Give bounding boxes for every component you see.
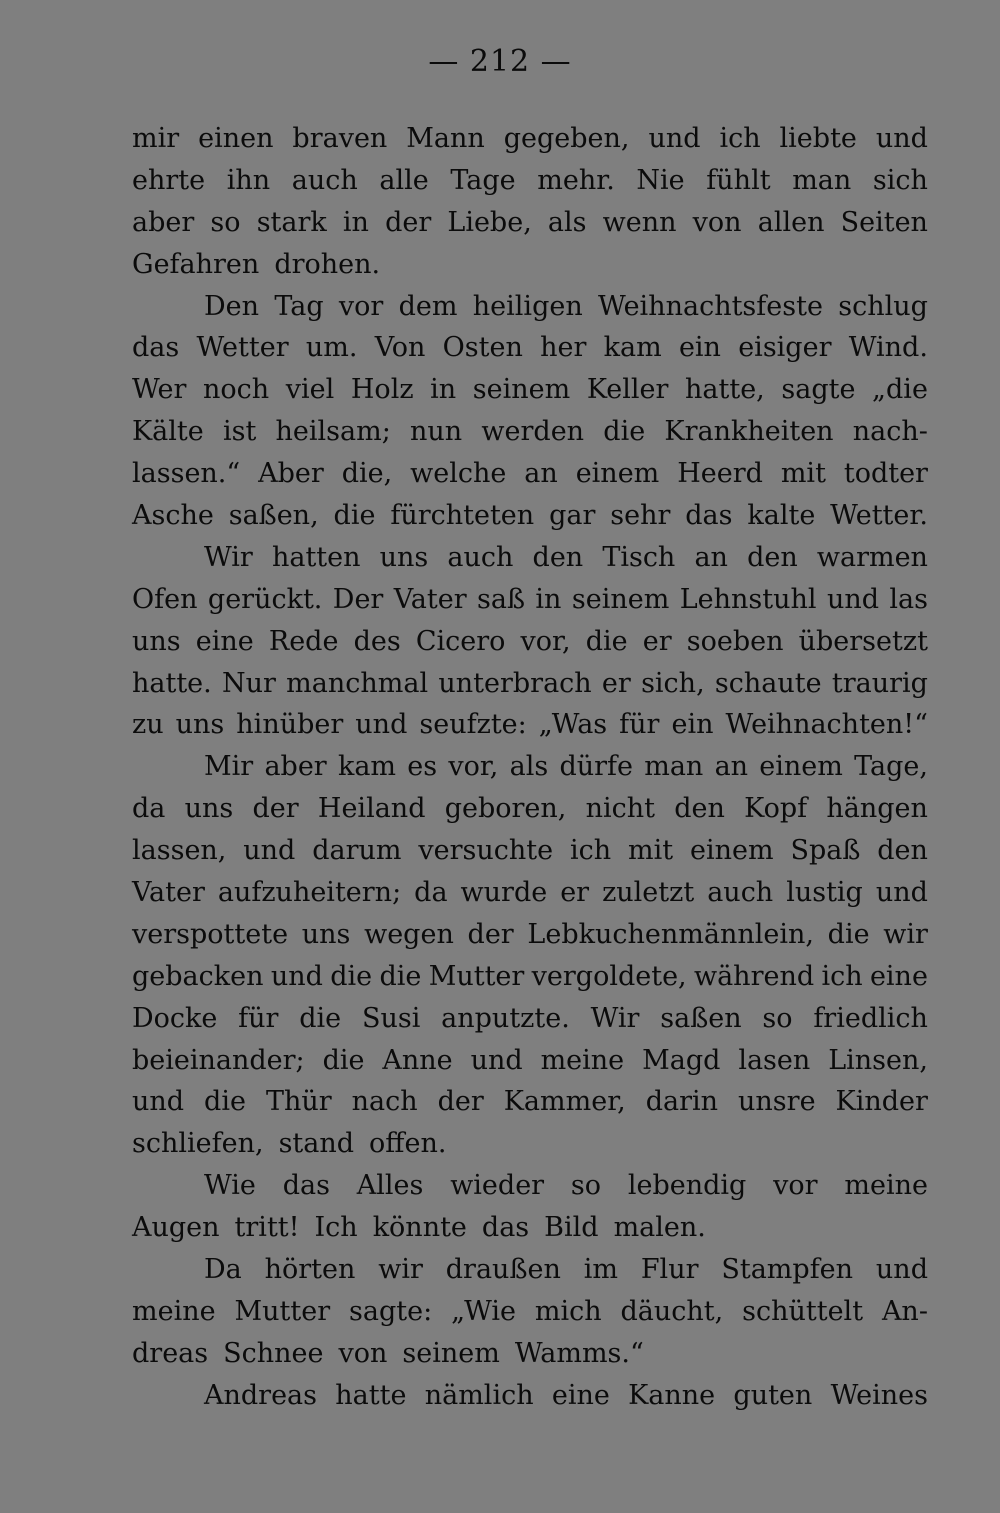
- word: für: [619, 709, 660, 741]
- word: übersetzt: [798, 625, 928, 657]
- word: hatten: [271, 541, 361, 573]
- word: und: [875, 1254, 928, 1286]
- word: Lehnstuhl: [679, 583, 817, 615]
- word: den: [877, 835, 928, 867]
- word: Mutter: [234, 1295, 331, 1327]
- word: den: [532, 541, 584, 573]
- word: ich: [719, 123, 761, 154]
- word: lasen: [738, 1044, 811, 1076]
- word: noch: [203, 374, 270, 406]
- word: las: [889, 583, 928, 615]
- word: wenn: [602, 206, 677, 238]
- text-line: [132, 453, 928, 495]
- text-line: [132, 411, 928, 453]
- text-line: [132, 1291, 928, 1333]
- word: Wer: [132, 374, 187, 406]
- word: eine: [195, 625, 254, 657]
- text-line: [132, 1207, 928, 1249]
- word: stark: [256, 206, 327, 238]
- word: braven: [292, 123, 388, 154]
- word: drohen.: [274, 248, 381, 280]
- word: Nur: [222, 667, 276, 699]
- word: Mann: [406, 123, 485, 154]
- word: friedlich: [813, 1002, 928, 1034]
- text-line: [132, 327, 928, 369]
- word: darin: [645, 1086, 719, 1118]
- text-line: [132, 956, 928, 998]
- word: so: [570, 1170, 602, 1202]
- text-line: [132, 495, 928, 537]
- word: zuletzt: [602, 877, 695, 909]
- word: die: [330, 960, 373, 992]
- text-line: [132, 286, 928, 328]
- word: Wie: [204, 1170, 256, 1202]
- word: als: [547, 206, 587, 238]
- word: sagte: [781, 374, 856, 406]
- word: gegeben,: [503, 123, 630, 154]
- word: sagte:: [349, 1295, 433, 1327]
- word: da: [132, 793, 166, 825]
- word: nämlich: [424, 1379, 534, 1411]
- word: saß: [477, 583, 526, 615]
- word: Wind.: [848, 332, 928, 364]
- word: ehrte: [132, 164, 206, 196]
- word: Weihnachten!“: [725, 709, 928, 741]
- word: soeben: [686, 625, 784, 657]
- word: Tisch: [602, 541, 676, 573]
- word: ein: [671, 709, 714, 741]
- word: den: [674, 793, 725, 825]
- word: uns: [175, 709, 225, 741]
- word: ich: [569, 835, 612, 867]
- word: vor: [773, 1170, 818, 1202]
- word: saßen,: [228, 500, 319, 532]
- text-line: [132, 118, 928, 160]
- word: meine: [132, 1295, 216, 1327]
- word: von: [692, 206, 742, 238]
- word: und: [132, 1086, 185, 1118]
- word: Susi: [361, 1002, 421, 1034]
- word: fühlt: [706, 164, 771, 196]
- word: lassen.“: [132, 458, 241, 490]
- word: guten: [733, 1379, 813, 1411]
- word: mit: [780, 458, 826, 490]
- word: man: [792, 164, 852, 196]
- word: schliefen,: [132, 1128, 264, 1160]
- word: Heiland: [317, 793, 426, 825]
- word: uns: [379, 541, 429, 573]
- word: Nie: [636, 164, 685, 196]
- word: ist: [222, 416, 257, 448]
- word: welche: [410, 458, 507, 490]
- word: man: [644, 751, 704, 783]
- word: warmen: [816, 541, 928, 573]
- word: Cicero: [415, 625, 506, 657]
- word: aufzuheitern;: [217, 877, 402, 909]
- word: Wetter.: [830, 500, 928, 532]
- word: nicht: [585, 793, 656, 825]
- word: tritt!: [234, 1212, 300, 1244]
- text-line: [132, 1040, 928, 1082]
- text-line: [132, 369, 928, 411]
- word: heiligen: [472, 290, 583, 322]
- word: gar: [549, 500, 596, 532]
- word: das: [282, 1170, 330, 1202]
- word: dürfe: [559, 751, 633, 783]
- word: hatte,: [685, 374, 765, 406]
- word: er: [642, 625, 672, 657]
- word: einem: [689, 835, 774, 867]
- text-line: [132, 202, 928, 244]
- word: Tage,: [854, 751, 928, 783]
- word: in: [430, 374, 457, 406]
- word: Wir: [204, 541, 253, 573]
- word: Kanne: [628, 1379, 716, 1411]
- word: und: [270, 960, 323, 992]
- word: einen: [198, 123, 274, 154]
- word: in: [535, 583, 562, 615]
- word: Stampfen: [721, 1254, 854, 1286]
- word: Krankheiten: [664, 416, 834, 448]
- word: „Was: [538, 709, 608, 741]
- word: Holz: [350, 374, 414, 406]
- word: Ofen: [132, 583, 198, 615]
- text-line: [132, 788, 928, 830]
- word: auch: [707, 877, 774, 909]
- page-number: — 212 —: [428, 44, 572, 79]
- word: dem: [398, 290, 458, 322]
- word: saßen: [660, 1002, 742, 1034]
- text-line: [132, 1333, 928, 1375]
- word: sich: [872, 164, 928, 196]
- word: von: [338, 1337, 388, 1369]
- word: todter: [843, 458, 928, 490]
- word: darum: [312, 835, 402, 867]
- word: Gefahren: [132, 248, 260, 280]
- word: den: [747, 541, 798, 573]
- text-line: [132, 1249, 928, 1291]
- word: der: [252, 793, 299, 825]
- word: malen.: [613, 1212, 706, 1244]
- word: Liebe,: [447, 206, 532, 238]
- word: nach: [351, 1086, 418, 1118]
- word: uns: [132, 625, 181, 657]
- word: wurde: [460, 877, 548, 909]
- word: mehr.: [537, 164, 615, 196]
- word: wegen: [364, 918, 454, 950]
- text-line: [132, 704, 928, 746]
- word: meine: [540, 1044, 625, 1076]
- word: Kammer,: [503, 1086, 626, 1118]
- word: und: [826, 583, 879, 615]
- word: fürchteten: [390, 500, 535, 532]
- word: Weihnachtsfeste: [598, 290, 823, 322]
- word: einem: [575, 458, 660, 490]
- word: Schnee: [223, 1337, 324, 1369]
- word: es: [407, 751, 438, 783]
- word: die: [379, 960, 422, 992]
- text-line: [132, 1375, 928, 1417]
- word: die: [827, 918, 870, 950]
- text-line: [132, 1165, 928, 1207]
- word: kam: [603, 332, 662, 364]
- word: aber: [264, 751, 327, 783]
- word: Osten: [442, 332, 523, 364]
- word: beieinander;: [132, 1044, 305, 1076]
- text-line: [132, 244, 928, 286]
- word: zu: [132, 709, 164, 741]
- word: „Wie: [451, 1295, 516, 1327]
- word: däucht,: [620, 1295, 724, 1327]
- word: die,: [341, 458, 393, 490]
- word: Alles: [356, 1170, 424, 1202]
- word: so: [762, 1002, 793, 1034]
- word: uns: [184, 793, 234, 825]
- word: meine: [844, 1170, 928, 1202]
- word: Rede: [268, 625, 339, 657]
- word: Tag: [274, 290, 324, 322]
- word: Linsen,: [828, 1044, 928, 1076]
- word: Anne: [382, 1044, 453, 1076]
- word: in: [342, 206, 369, 238]
- word: mit: [628, 835, 674, 867]
- text-line: [132, 579, 928, 621]
- word: seinem: [571, 583, 670, 615]
- word: und: [243, 835, 296, 867]
- word: mich: [534, 1295, 602, 1327]
- word: Magd: [642, 1044, 721, 1076]
- word: so: [210, 206, 241, 238]
- word: verspottete: [132, 918, 289, 950]
- word: die: [299, 1002, 342, 1034]
- word: eisiger: [738, 332, 832, 364]
- word: an: [714, 751, 749, 783]
- word: schaute: [714, 667, 822, 699]
- word: Tage: [450, 164, 516, 196]
- word: für: [238, 1002, 279, 1034]
- word: der: [385, 206, 432, 238]
- word: unterbrach: [438, 667, 592, 699]
- word: stand: [278, 1128, 355, 1160]
- text-line: [132, 537, 928, 579]
- word: im: [583, 1254, 618, 1286]
- text-line: [132, 1123, 928, 1165]
- word: Ich: [314, 1212, 358, 1244]
- word: da: [414, 877, 448, 909]
- word: Kälte: [132, 416, 204, 448]
- word: das: [685, 500, 733, 532]
- word: dreas: [132, 1337, 209, 1369]
- word: des: [353, 625, 401, 657]
- word: alle: [379, 164, 429, 196]
- word: hatte: [335, 1379, 407, 1411]
- word: Wamms.“: [514, 1337, 644, 1369]
- word: hatte.: [132, 667, 212, 699]
- word: Asche: [132, 500, 214, 532]
- word: traurig: [831, 667, 928, 699]
- word: Aber: [258, 458, 324, 490]
- word: schüttelt: [742, 1295, 864, 1327]
- word: der: [467, 918, 514, 950]
- word: Mutter: [428, 960, 525, 992]
- word: Flur: [640, 1254, 699, 1286]
- word: auch: [291, 164, 358, 196]
- text-line: [132, 621, 928, 663]
- word: und: [875, 123, 928, 154]
- word: gerückt.: [207, 583, 323, 615]
- word: er: [560, 877, 590, 909]
- text-line: [132, 663, 928, 705]
- word: die: [585, 625, 628, 657]
- word: während: [693, 960, 815, 992]
- word: Augen: [132, 1212, 220, 1244]
- word: Kinder: [835, 1086, 928, 1118]
- word: Andreas: [204, 1379, 318, 1411]
- word: lustig: [786, 877, 863, 909]
- word: Vater: [132, 877, 205, 909]
- word: Bild: [544, 1212, 599, 1244]
- text-line: [132, 1081, 928, 1123]
- word: auch: [447, 541, 514, 573]
- word: lebendig: [627, 1170, 747, 1202]
- word: nach-: [852, 416, 928, 448]
- word: wir: [378, 1254, 423, 1286]
- word: draußen: [445, 1254, 561, 1286]
- word: hinüber: [236, 709, 344, 741]
- word: vor,: [520, 625, 571, 657]
- text-line: [132, 160, 928, 202]
- word: Der: [332, 583, 384, 615]
- word: und: [470, 1044, 523, 1076]
- word: uns: [301, 918, 351, 950]
- word: sehr: [610, 500, 671, 532]
- word: Wetter: [196, 332, 289, 364]
- word: seufzte:: [419, 709, 527, 741]
- word: liebte: [779, 123, 857, 154]
- word: könnte: [372, 1212, 467, 1244]
- word: ihn: [226, 164, 271, 196]
- word: manchmal: [286, 667, 429, 699]
- word: die: [322, 1044, 365, 1076]
- word: vergoldete,: [531, 960, 687, 992]
- word: offen.: [369, 1128, 447, 1160]
- word: sich,: [641, 667, 705, 699]
- word: vor: [338, 290, 384, 322]
- word: anputzte.: [441, 1002, 570, 1034]
- word: Kopf: [744, 793, 808, 825]
- word: eine: [869, 960, 928, 992]
- word: lassen,: [132, 835, 227, 867]
- word: das: [481, 1212, 530, 1244]
- word: „die: [872, 374, 928, 406]
- word: das: [132, 332, 180, 364]
- word: mir: [132, 123, 180, 154]
- body-text: [132, 118, 928, 1417]
- word: Heerd: [677, 458, 763, 490]
- word: ein: [678, 332, 721, 364]
- word: Wir: [590, 1002, 640, 1034]
- word: heilsam;: [275, 416, 391, 448]
- word: geboren,: [444, 793, 567, 825]
- word: allen: [757, 206, 825, 238]
- word: versuchte: [418, 835, 554, 867]
- word: wir: [883, 918, 928, 950]
- word: die: [603, 416, 646, 448]
- word: seinem: [402, 1337, 500, 1369]
- word: Vater: [393, 583, 467, 615]
- word: viel: [285, 374, 335, 406]
- word: Seiten: [840, 206, 928, 238]
- word: Lebkuchenmännlein,: [527, 918, 814, 950]
- word: die: [204, 1086, 246, 1118]
- word: vor,: [448, 751, 499, 783]
- word: und: [875, 877, 928, 909]
- word: der: [437, 1086, 484, 1118]
- word: kalte: [747, 500, 816, 532]
- word: die: [333, 500, 376, 532]
- text-line: [132, 914, 928, 956]
- text-line: [132, 830, 928, 872]
- text-line: [132, 998, 928, 1040]
- word: er: [601, 667, 631, 699]
- word: und: [648, 123, 701, 154]
- word: als: [509, 751, 549, 783]
- word: werden: [481, 416, 585, 448]
- word: hängen: [826, 793, 928, 825]
- word: nun: [410, 416, 463, 448]
- word: her: [540, 332, 587, 364]
- word: hörten: [264, 1254, 356, 1286]
- word: an: [694, 541, 728, 573]
- word: Docke: [132, 1002, 218, 1034]
- word: kam: [337, 751, 397, 783]
- word: An-: [881, 1295, 928, 1327]
- word: an: [524, 458, 558, 490]
- word: Thür: [265, 1086, 332, 1118]
- word: um.: [305, 332, 358, 364]
- word: Keller: [586, 374, 669, 406]
- word: wieder: [450, 1170, 545, 1202]
- word: und: [355, 709, 408, 741]
- word: ich: [821, 960, 863, 992]
- word: Da: [204, 1254, 242, 1286]
- word: seinem: [472, 374, 571, 406]
- word: eine: [551, 1379, 610, 1411]
- word: gebacken: [132, 960, 264, 992]
- word: Den: [204, 290, 260, 322]
- word: Mir: [204, 751, 254, 783]
- word: schlug: [838, 290, 928, 322]
- text-line: [132, 746, 928, 788]
- text-line: [132, 872, 928, 914]
- word: Von: [374, 332, 426, 364]
- word: einem: [759, 751, 843, 783]
- word: aber: [132, 206, 195, 238]
- word: Weines: [830, 1379, 928, 1411]
- word: Spaß: [790, 835, 861, 867]
- word: unsre: [738, 1086, 816, 1118]
